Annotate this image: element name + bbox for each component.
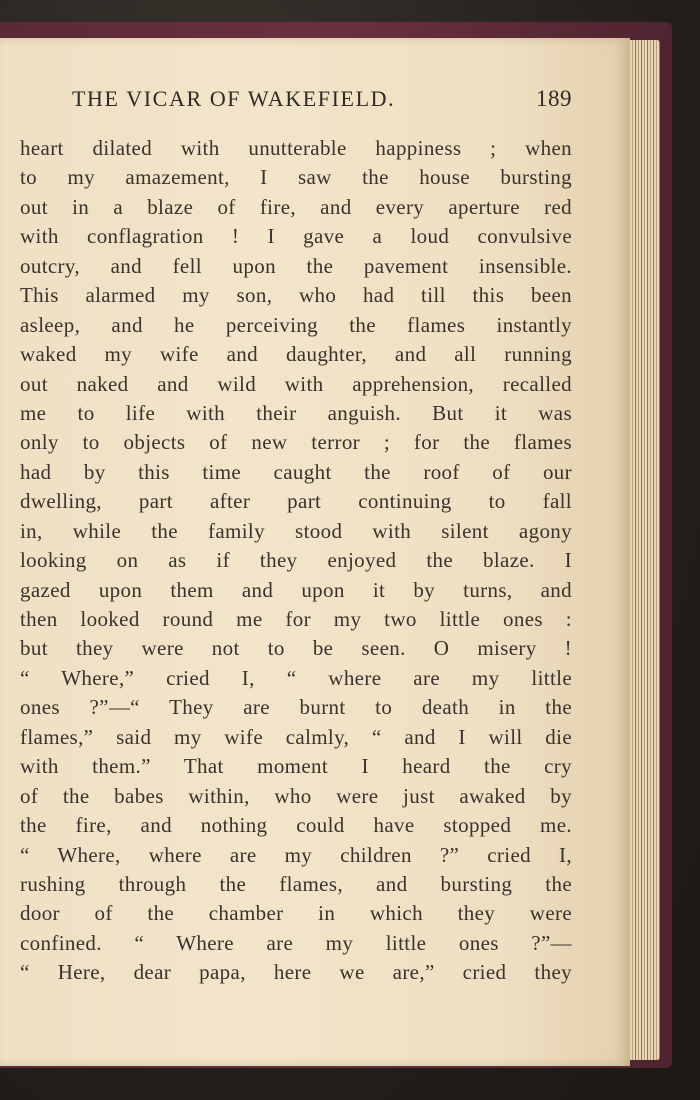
text-line: looking on as if they enjoyed the blaze. I <box>20 548 572 573</box>
text-line: dwelling, part after part continuing to fall <box>20 489 572 514</box>
text-line: heart dilated with unutterable happiness ; when <box>20 136 572 160</box>
text-line: in, while the family stood with silent agony <box>20 518 572 543</box>
running-title: THE VICAR OF WAKEFIELD. <box>72 86 396 111</box>
text-line: flames,” said my wife calmly, “ and I will die <box>20 724 572 749</box>
text-line: “ Here, dear papa, here we are,” cried they <box>20 960 572 985</box>
text-line: door of the chamber in which they were <box>20 901 572 926</box>
text-line: me to life with their anguish. But it was <box>20 400 572 425</box>
text-line: waked my wife and daughter, and all running <box>20 342 572 367</box>
text-line: confined. “ Where are my little ones ?”— <box>20 930 572 955</box>
running-head <box>72 86 572 112</box>
text-line: with them.” That moment I heard the cry <box>20 754 572 779</box>
text-line: only to objects of new terror ; for the flames <box>20 430 572 455</box>
text-line: with conflagration ! I gave a loud convulsive <box>20 224 572 249</box>
text-line: the fire, and nothing could have stopped me. <box>20 813 572 838</box>
text-line: This alarmed my son, who had till this been <box>20 283 572 308</box>
page-number: 189 <box>536 86 572 111</box>
text-line: rushing through the flames, and bursting the <box>20 871 572 896</box>
text-line: asleep, and he perceiving the flames instantly <box>20 312 572 337</box>
text-line: had by this time caught the roof of our <box>20 459 572 484</box>
text-line: out naked and wild with apprehension, recalled <box>20 371 572 396</box>
text-line: “ Where, where are my children ?” cried I, <box>20 842 572 867</box>
text-line: then looked round me for my two little ones : <box>20 607 572 631</box>
text-line: to my amazement, I saw the house bursting <box>20 165 572 190</box>
text-line: outcry, and fell upon the pavement insensible. <box>20 253 572 278</box>
text-line: “ Where,” cried I, “ where are my little <box>20 665 572 690</box>
text-line: gazed upon them and upon it by turns, and <box>20 577 572 602</box>
text-line: of the babes within, who were just awaked by <box>20 783 572 808</box>
text-line: out in a blaze of fire, and every aperture red <box>20 194 572 219</box>
text-line: ones ?”—“ They are burnt to death in the <box>20 695 572 720</box>
text-line: but they were not to be seen. O misery ! <box>20 636 572 661</box>
body-text <box>20 134 572 988</box>
